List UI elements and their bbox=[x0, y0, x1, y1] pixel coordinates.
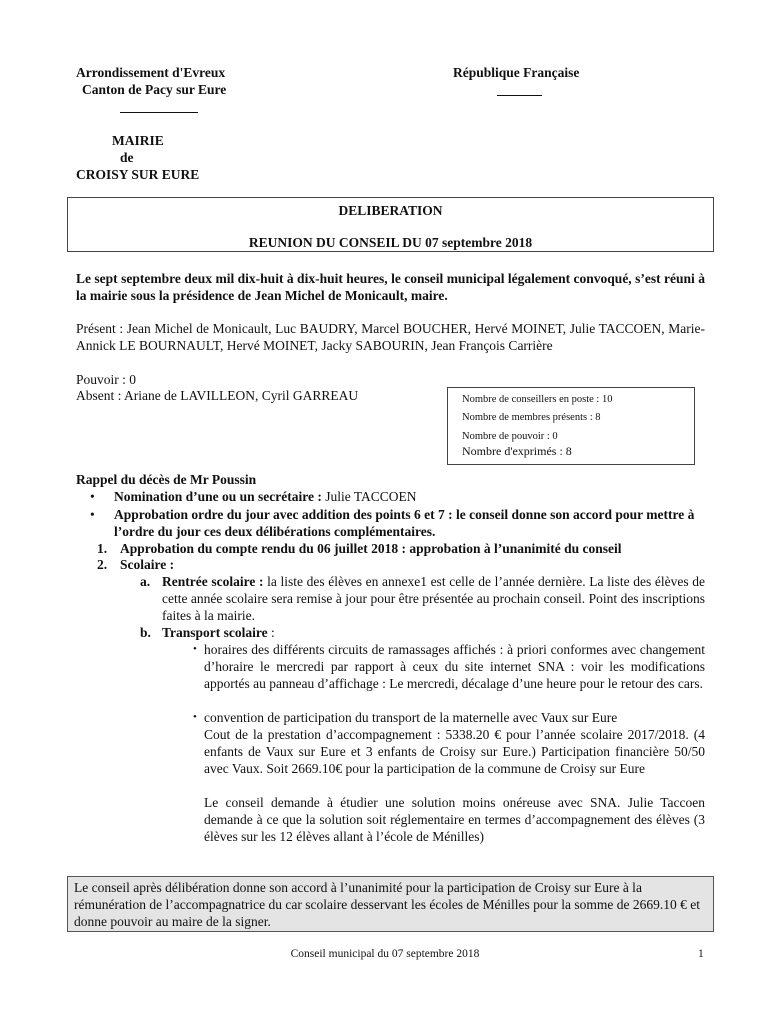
de-line: de bbox=[120, 150, 134, 165]
sub-item-text: la liste des élèves en annexe1 est celle de l’année dernière. La liste des élèves de cette année scolaire sera remise à jour pour être présentée au prochain conseil. Point des inscriptions faites à la mairie. bbox=[162, 574, 705, 623]
convention-sna-detail: Le conseil demande à étudier une solution moins onéreuse avec SNA. Julie Taccoen demande à ce que la solution soit réglementaire en termes d’accompagnement des élèves (3 élèves sur les 12 élèves allant à l’école de Ménilles) bbox=[204, 795, 705, 844]
rappel-line: Rappel du décès de Mr Poussin bbox=[76, 472, 257, 487]
sub-bullet-marker: • bbox=[193, 711, 197, 723]
stats-presents: Nombre de membres présents : 8 bbox=[462, 412, 601, 423]
stats-pouvoir: Nombre de pouvoir : 0 bbox=[462, 431, 558, 442]
sub-item-text: : bbox=[267, 625, 275, 640]
sub-item-rentree bbox=[162, 573, 705, 624]
letter-marker: a. bbox=[140, 574, 151, 589]
canton-label: Canton de Pacy sur Eure bbox=[82, 82, 227, 97]
decision-box bbox=[67, 876, 714, 932]
intro-paragraph: Le sept septembre deux mil dix-huit à dix-huit heures, le conseil municipal légalement convoqué, s’est réuni à la mairie sous la présidence de Jean Michel de Monicault, maire. bbox=[76, 271, 705, 303]
numbered-item-scolaire: Scolaire : bbox=[120, 557, 175, 572]
stats-exprimes: Nombre d'exprimés : 8 bbox=[462, 444, 572, 458]
bullet-bold: Nomination d’une ou un secrétaire : bbox=[114, 489, 322, 504]
sub-bullet-convention: convention de participation du transport de la maternelle avec Vaux sur Eure bbox=[204, 710, 618, 725]
title-box bbox=[67, 197, 714, 252]
decision-text: Le conseil après délibération donne son accord à l’unanimité pour la participation de Croisy sur Eure à la rémunération de l’accompagnatrice du car scolaire desservant les écoles de Ménilles pour la somme de 2669.10 € et donne pouvoir au maire de la signer. bbox=[74, 880, 701, 929]
deliberation-title: DELIBERATION bbox=[338, 203, 443, 218]
bullet-text: Julie TACCOEN bbox=[321, 489, 417, 504]
bullet-marker: • bbox=[90, 507, 95, 522]
commune-line: CROISY SUR EURE bbox=[76, 167, 200, 182]
number-marker: 2. bbox=[97, 557, 108, 572]
sub-bullet-marker: • bbox=[193, 643, 197, 655]
letter-marker: b. bbox=[140, 625, 151, 640]
convention-cout-detail: Cout de la prestation d’accompagnement : 5338.20 € pour l’année scolaire 2017/2018. (4 enfants de Vaux sur Eure et 3 enfants de Croisy sur Eure.) Participation financière 50/50 avec Vaux. Soit 2669.10€ pour la participation de la commune de Croisy sur Eure bbox=[204, 727, 705, 776]
sub-item-transport bbox=[162, 624, 562, 641]
republique-label: République Française bbox=[453, 65, 580, 80]
stats-box bbox=[447, 387, 695, 465]
reunion-title: REUNION DU CONSEIL DU 07 septembre 2018 bbox=[248, 235, 533, 250]
numbered-item-compte-rendu: Approbation du compte rendu du 06 juillet 2018 : approbation à l’unanimité du conseil bbox=[120, 541, 622, 556]
pouvoir-line: Pouvoir : 0 bbox=[76, 372, 137, 387]
absent-line: Absent : Ariane de LAVILLEON, Cyril GARREAU bbox=[76, 388, 359, 403]
number-marker: 1. bbox=[97, 541, 108, 556]
sub-bullet-horaires: horaires des différents circuits de ramassages affichés : à priori conformes avec changement d’horaire le mercredi par rapport à ceux du site internet SNA : voir les modifications apportés au panneau d’affichage : Le mercredi, décalage d’une heure pour le retour des cars. bbox=[204, 642, 705, 691]
stats-conseillers: Nombre de conseillers en poste : 10 bbox=[462, 394, 613, 405]
sub-item-bold: Transport scolaire bbox=[162, 625, 268, 640]
arrondissement-label: Arrondissement d'Evreux bbox=[76, 65, 226, 80]
bullet-item-secretaire bbox=[114, 488, 704, 505]
footer-text: Conseil municipal du 07 septembre 2018 bbox=[290, 948, 480, 960]
present-paragraph: Présent : Jean Michel de Monicault, Luc BAUDRY, Marcel BOUCHER, Hervé MOINET, Julie TACCOEN, Marie-Annick LE BOURNAULT, Hervé MOINET, Jacky SABOURIN, Jean François Carrière bbox=[76, 321, 705, 353]
mairie-line: MAIRIE bbox=[112, 133, 164, 148]
bullet-marker: • bbox=[90, 489, 95, 504]
bullet-item-ordre-du-jour: Approbation ordre du jour avec addition des points 6 et 7 : le conseil donne son accord pour mettre à l’ordre du jour ces deux délibérations complémentaires. bbox=[114, 507, 695, 539]
sub-item-bold: Rentrée scolaire : bbox=[162, 574, 264, 589]
header-right-rule bbox=[497, 95, 542, 96]
header-left-rule bbox=[120, 112, 198, 113]
mairie-block bbox=[76, 132, 276, 183]
page-number: 1 bbox=[698, 948, 704, 960]
header-left bbox=[76, 64, 296, 98]
